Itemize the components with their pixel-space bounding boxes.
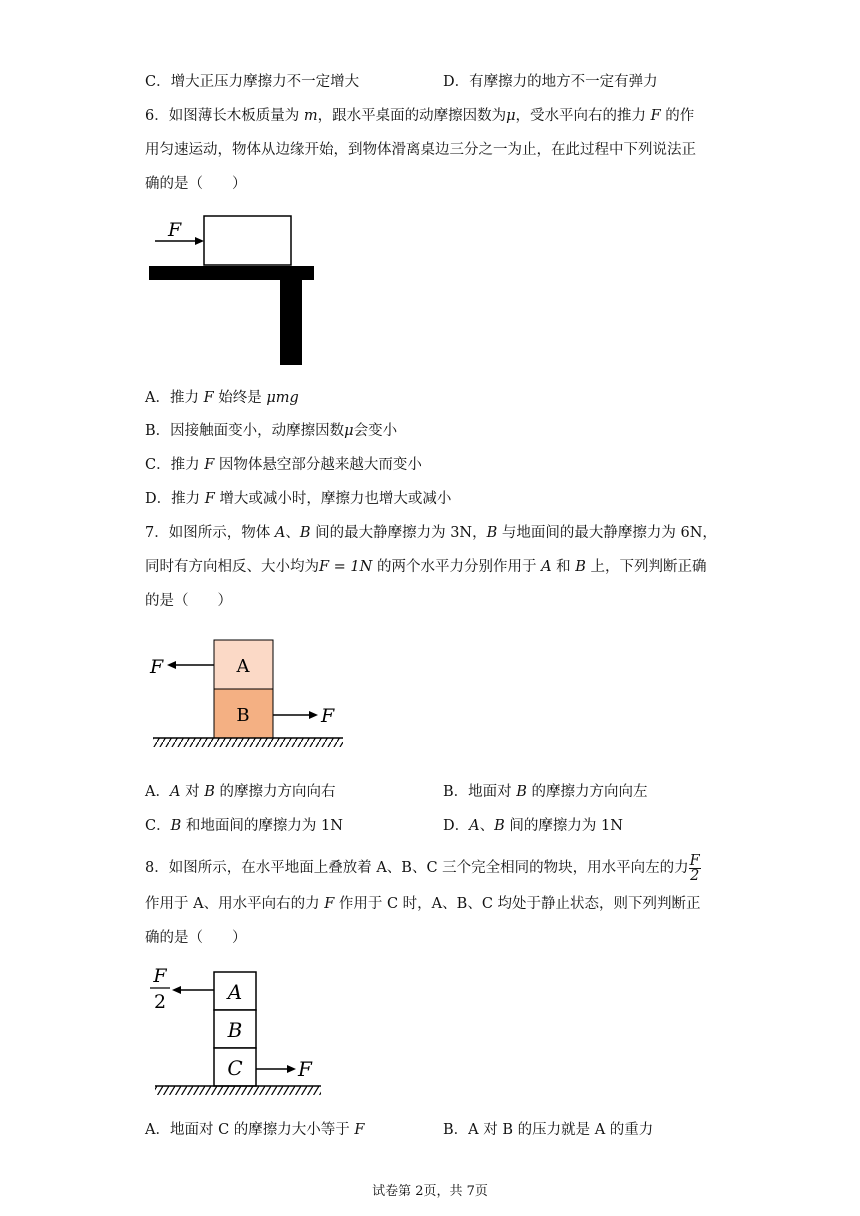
q8-arrow-left-num: F	[153, 965, 167, 987]
q8-stem-line3: 确的是（ ）	[145, 930, 247, 946]
q7-stem-line1: 7．如图所示，物体 A、B 间的最大静摩擦力为 3N，B 与地面间的最大静摩擦力为 6N，	[145, 525, 717, 541]
q7-stem-line2: 同时有方向相反、大小均为F = 1N 的两个水平力分别作用于 A 和 B 上，下列判断正确	[145, 559, 707, 575]
q8-option-b: B．A 对 B 的压力就是 A 的重力	[443, 1122, 654, 1138]
q7-option-a: A．A 对 B 的摩擦力方向向右	[145, 784, 336, 800]
q7-option-d: D．A、B 间的摩擦力为 1N	[443, 818, 623, 834]
q6-board	[204, 216, 291, 265]
q8-option-a: A．地面对 C 的摩擦力大小等于 F	[145, 1122, 365, 1138]
q7-option-c: C．B 和地面间的摩擦力为 1N	[145, 818, 343, 834]
q8-arrow-right-label: F	[298, 1057, 312, 1081]
q6-option-b: B．因接触面变小，动摩擦因数μ会变小	[145, 423, 398, 439]
q7-stem-line3: 的是（ ）	[145, 593, 232, 609]
q7-label-b: B	[236, 705, 250, 726]
q6-option-d: D．推力 F 增大或减小时，摩擦力也增大或减小	[145, 491, 452, 507]
q8-fraction: $\frac{F}{2}$	[689, 852, 700, 884]
q6-option-a: A．推力 F 始终是 μmg	[145, 390, 299, 406]
q6-table-leg	[280, 278, 302, 365]
q7-label-a: A	[236, 656, 250, 677]
q8-figure	[145, 966, 330, 1104]
q8-label-c: C	[227, 1056, 243, 1080]
q6-stem-line3: 确的是（ ）	[145, 176, 247, 192]
q7-arrow-left-label: F	[150, 656, 164, 678]
q6-stem-line1: 6．如图薄长木板质量为 m，跟水平桌面的动摩擦因数为μ，受水平向右的推力 F 的作	[145, 108, 695, 124]
q7-option-b: B．地面对 B 的摩擦力方向向左	[443, 784, 648, 800]
q6-table-top	[149, 266, 314, 280]
q7-figure	[145, 632, 350, 750]
q6-figure	[145, 208, 325, 370]
q8-arrow-left-den: 2	[153, 991, 167, 1013]
q5-option-c: C．增大正压力摩擦力不一定增大	[145, 74, 360, 90]
q8-ground-hatch	[155, 1086, 321, 1095]
q6-option-c: C．推力 F 因物体悬空部分越来越大而变小	[145, 457, 422, 473]
q7-ground-hatch	[153, 738, 343, 747]
q6-force-label: F	[168, 219, 182, 241]
q6-stem-line2: 用匀速运动，物体从边缘开始，到物体滑离桌边三分之一为止，在此过程中下列说法正	[145, 142, 696, 158]
q5-option-d: D．有摩擦力的地方不一定有弹力	[443, 74, 658, 90]
q8-label-b: B	[227, 1018, 243, 1042]
q8-label-a: A	[227, 980, 243, 1004]
q8-stem-line2: 作用于 A、用水平向右的力 F 作用于 C 时，A、B、C 均处于静止状态，则下列判断正	[145, 896, 701, 912]
q8-stem-line1: 8．如图所示，在水平地面上叠放着 A、B、C 三个完全相同的物块，用水平向左的力 $\frac{F}{2}$	[145, 852, 700, 884]
q7-arrow-right-label: F	[321, 705, 335, 727]
page-footer: 试卷第 2页，共 7页	[372, 1184, 488, 1199]
